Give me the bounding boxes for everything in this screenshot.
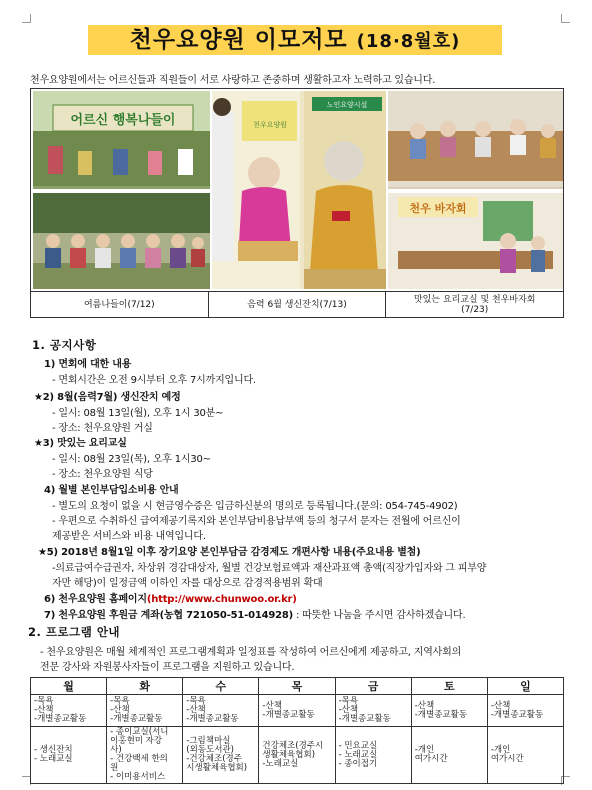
notice-item-5-line: -의료급여수급권자, 차상위 경감대상자, 월별 건강보험료액과 재산과표액 총액(직장가입자와 그 피부양 [52, 563, 487, 574]
schedule-cell: -산책 -개별종교활동 [487, 695, 563, 727]
photo-sign-text: 노인요양시설 [326, 101, 368, 109]
schedule-cell: -그림책마실 (외동도서관) -건강체조(경주 시생활체육협회) [183, 727, 259, 784]
schedule-cell: -목욕 -산책 -개별종교활동 [107, 695, 183, 727]
day-header: 목 [259, 678, 335, 695]
caption-cooking: 맛있는 요리교실 및 천우바자회 (7/23) [413, 295, 536, 315]
program-schedule-table [30, 677, 564, 784]
photo-sign-text2: 천우요양원 [253, 121, 287, 129]
notice-item-5-title: ★5) 2018년 8월1일 이후 장기요양 본인부담금 감경제도 개편사항 내용(주요내용 별첨) [38, 547, 421, 558]
notice-item-6 [44, 590, 297, 605]
title-issue: (18·8월호) [356, 31, 461, 52]
notice-item-2-title: ★2) 8월(음력7월) 생신잔치 예정 [34, 392, 181, 403]
notice-item-1-title: 1) 면회에 대한 내용 [44, 359, 132, 370]
notice-item-4-line: - 우편으로 수취하신 급여제공기록지와 본인부담비용납부액 등의 청구서 문자는 전월에 어르신이 [52, 516, 461, 527]
donation-account: 7) 천우요양원 후원금 계좌(농협 721050-51-014928) [44, 610, 294, 621]
homepage-label: 6) 천우요양원 홈페이지 [44, 594, 147, 605]
day-header: 수 [183, 678, 259, 695]
schedule-cell: -개인 여가시간 [411, 727, 487, 784]
notice-item-3-title: ★3) 맛있는 요리교실 [34, 438, 127, 449]
schedule-cell: - 종이교실(서니 이홍현미 자강 사) - 건강백세 한의 원 - 이미용서비스 [107, 727, 183, 784]
notice-item-2-line: - 장소: 천우요양원 거실 [52, 423, 153, 434]
photo-table [30, 88, 564, 318]
notice-item-3-line: - 일시: 08월 23일(목), 오후 1시30~ [52, 454, 211, 465]
schedule-cell: -목욕 -산책 -개별종교활동 [335, 695, 411, 727]
title-main: 천우요양원 이모저모 [129, 27, 348, 53]
day-header: 토 [411, 678, 487, 695]
photo-summer-outing-image [33, 91, 210, 289]
schedule-cell: 건강체조(경주시 생활체육협회) -노래교실 [259, 727, 335, 784]
notice-heading: 1. 공지사항 [32, 338, 97, 352]
donation-note: : 따뜻한 나눔을 주시면 감사하겠습니다. [293, 610, 466, 621]
program-heading: 2. 프로그램 안내 [28, 625, 121, 639]
caption-outing: 여름나들이(7/12) [31, 292, 209, 318]
newsletter-title [88, 25, 502, 55]
schedule-cell: -산책 -개별종교활동 [259, 695, 335, 727]
notice-item-2-line: - 일시: 08월 13일(월), 오후 1시 30분~ [52, 408, 224, 419]
schedule-cell: -목욕 -산책 -개별종교활동 [183, 695, 259, 727]
day-header: 월 [31, 678, 107, 695]
schedule-cell: -개인 여가시간 [487, 727, 563, 784]
schedule-cell: - 생신잔치 - 노래교실 [31, 727, 107, 784]
corner-mark [561, 14, 570, 23]
notice-item-4-line: 제공받은 서비스와 비용 내역입니다. [52, 531, 206, 542]
corner-mark [22, 14, 31, 23]
homepage-link[interactable]: (http://www.chunwoo.or.kr) [146, 594, 297, 605]
day-header: 금 [335, 678, 411, 695]
schedule-cell: -목욕 -산책 -개별종교활동 [31, 695, 107, 727]
program-desc-line: 전문 강사와 자원봉사자들이 프로그램을 지원하고 있습니다. [40, 662, 295, 673]
schedule-cell: -산책 -개별종교활동 [411, 695, 487, 727]
program-desc-line: - 천우요양원은 매월 체계적인 프로그램계획과 일정표를 작성하여 어르신에게 제공하고, 지역사회의 [40, 647, 462, 658]
photo-cooking-bazaar [388, 91, 563, 289]
schedule-row [31, 727, 564, 784]
photo-birthday-party [212, 91, 386, 289]
notice-item-4-line: - 별도의 요청이 없을 시 현금영수증은 입금하신분의 명의로 등록됩니다.(문의: 054-745-4902) [52, 501, 458, 512]
intro-text: 천우요양원에서는 어르신들과 직원들이 서로 사랑하고 존중하며 생활하고자 노력하고 있습니다. [30, 75, 436, 86]
notice-item-4-title: 4) 월별 본인부담입소비용 안내 [44, 485, 179, 496]
notice-item-5-line: 자만 해당)이 일정금액 이하인 자를 대상으로 감경적용범위 확대 [52, 578, 323, 589]
photo-summer-outing [33, 91, 210, 289]
photo-captions [31, 291, 563, 318]
photo-banner-text: 어르신 행복나들이 [70, 113, 176, 128]
day-header: 화 [107, 678, 183, 695]
schedule-row [31, 695, 564, 727]
photo-birthday-party-image [212, 91, 386, 289]
notice-item-7 [44, 606, 465, 621]
notice-item-3-line: - 장소: 천우요양원 식당 [52, 469, 153, 480]
schedule-cell: - 민요교실 - 노래교실 - 종이접기 [335, 727, 411, 784]
photo-cafe-sign: 천우 바자회 [409, 202, 467, 215]
notice-item-1-line: - 면회시간은 오전 9시부터 오후 7시까지입니다. [52, 375, 256, 386]
schedule-header-row [31, 678, 564, 695]
day-header: 일 [487, 678, 563, 695]
caption-birthday: 음력 6월 생신잔치(7/13) [209, 292, 387, 318]
photo-cooking-bazaar-image [388, 91, 563, 289]
